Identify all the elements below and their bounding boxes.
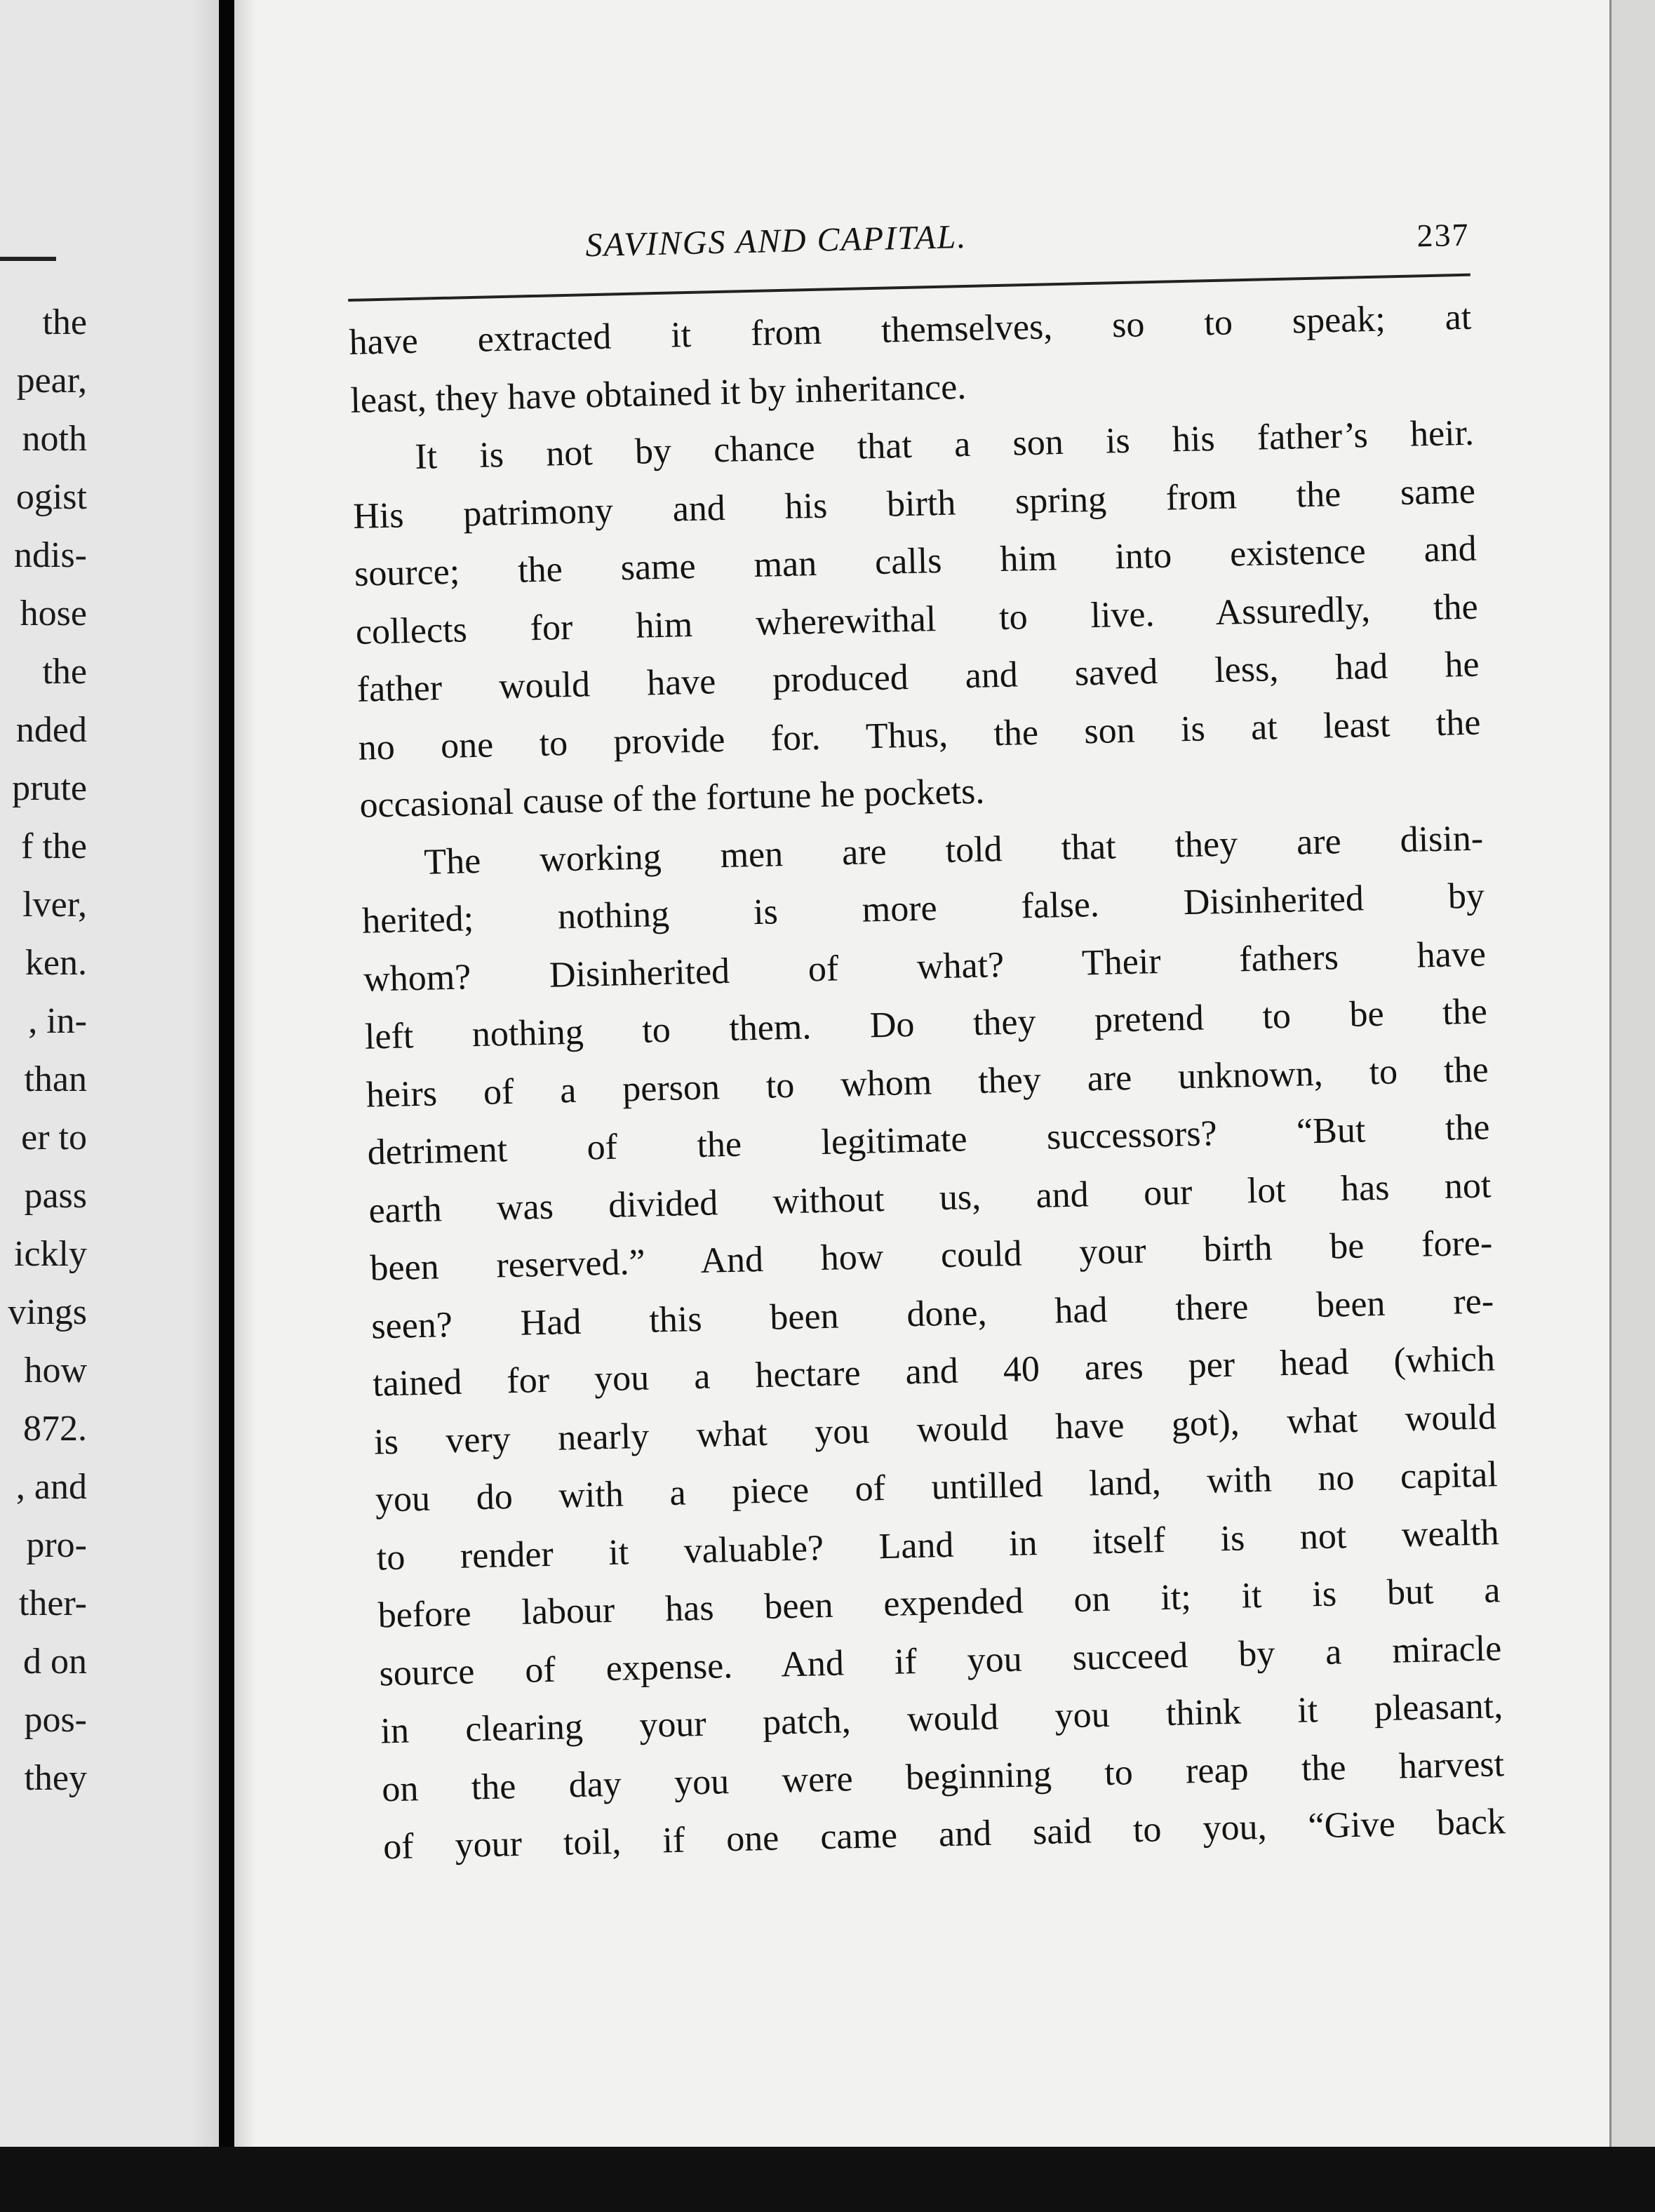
text-line: on the day you were beginning to reap the harvest xyxy=(381,1743,1505,1809)
left-page-line: ken. xyxy=(25,943,87,983)
text-line: herited; nothing is more false. Disinherited by xyxy=(361,876,1485,941)
right-page xyxy=(234,0,1609,2147)
left-page-line: ther- xyxy=(18,1583,87,1623)
text-line: left nothing to them. Do they pretend to be the xyxy=(364,991,1488,1057)
left-page-line: 872. xyxy=(23,1409,87,1449)
left-page-line: pro- xyxy=(26,1525,87,1565)
running-title: SAVINGS AND CAPITAL. xyxy=(584,217,967,264)
text-line: have extracted it from themselves, so to speak; at xyxy=(348,297,1472,363)
gutter-shadow xyxy=(191,0,219,2147)
text-line: no one to provide for. Thus, the son is at least the xyxy=(358,702,1481,768)
left-page-line: nded xyxy=(15,710,87,750)
body-text xyxy=(349,289,1506,1877)
page-edge xyxy=(1609,0,1655,2147)
left-page-line: the xyxy=(42,302,87,342)
left-page-line: ickly xyxy=(14,1234,87,1274)
text-line: source; the same man calls him into existence and xyxy=(354,528,1478,594)
text-line: detriment of the legitimate successors? “But the xyxy=(367,1107,1491,1173)
left-page-line: the xyxy=(42,652,87,692)
text-line: tained for you a hectare and 40 ares per head (which xyxy=(372,1339,1496,1405)
left-facing-page xyxy=(0,0,219,2147)
text-line: occasional cause of the fortune he pockets. xyxy=(359,771,985,826)
text-line: to render it valuable? Land in itself is not wealth xyxy=(376,1512,1500,1578)
left-page-line: , and xyxy=(15,1467,87,1507)
left-page-line: er to xyxy=(21,1118,87,1158)
text-line: father would have produced and saved less, had he xyxy=(356,644,1480,710)
left-page-line: f the xyxy=(21,826,87,866)
left-page-line: ndis- xyxy=(14,535,87,575)
left-page-line: noth xyxy=(22,419,87,459)
text-line: been reserved.” And how could your birth be fore- xyxy=(369,1223,1493,1289)
text-line: is very nearly what you would have got), what would xyxy=(373,1396,1497,1463)
left-page-line: d on xyxy=(23,1642,87,1682)
left-page-line: , in- xyxy=(28,1001,87,1041)
left-page-line: than xyxy=(24,1059,87,1099)
text-line: of your toil, if one came and said to you, “Give back xyxy=(382,1802,1506,1868)
left-page-line: pear, xyxy=(16,361,87,401)
left-page-text-fragments xyxy=(8,293,87,1807)
page-text-block xyxy=(347,206,1506,1877)
left-page-line: ogist xyxy=(15,477,87,517)
text-line: The working men are told that they are disin- xyxy=(423,817,1484,883)
text-line: heirs of a person to whom they are unknown, to the xyxy=(366,1049,1489,1115)
running-head xyxy=(347,206,1470,281)
page-inner-shadow xyxy=(234,0,255,2147)
text-line: least, they have obtained it by inheritance. xyxy=(349,366,967,421)
left-page-line: vings xyxy=(8,1292,87,1332)
text-line: collects for him wherewithal to live. Assuredly, the xyxy=(355,586,1479,652)
left-page-head-rule xyxy=(0,257,56,261)
book-spine xyxy=(219,0,234,2147)
left-page-line: pos- xyxy=(24,1700,87,1740)
left-page-line: lver, xyxy=(22,885,87,925)
left-page-line: how xyxy=(24,1350,87,1390)
text-line: His patrimony and his birth spring from the same xyxy=(352,471,1476,537)
left-page-line: hose xyxy=(20,594,87,634)
text-line: earth was divided without us, and our lot has not xyxy=(368,1165,1492,1231)
text-line: source of expense. And if you succeed by a miracle xyxy=(378,1628,1502,1694)
left-page-line: pass xyxy=(24,1176,87,1216)
text-line: seen? Had this been done, had there been re- xyxy=(370,1280,1494,1347)
text-line: whom? Disinherited of what? Their fathers have xyxy=(363,933,1487,1000)
text-line: you do with a piece of untilled land, with no capital xyxy=(375,1454,1499,1520)
left-page-line: they xyxy=(24,1758,87,1798)
text-line: in clearing your patch, would you think it pleasant, xyxy=(380,1686,1503,1752)
scan-border-bottom xyxy=(0,2147,1655,2212)
text-line: before labour has been expended on it; it is but a xyxy=(377,1570,1501,1636)
left-page-line: prute xyxy=(12,768,87,808)
text-line: It is not by chance that a son is his father’s heir. xyxy=(414,413,1475,477)
page-number: 237 xyxy=(1416,216,1470,254)
